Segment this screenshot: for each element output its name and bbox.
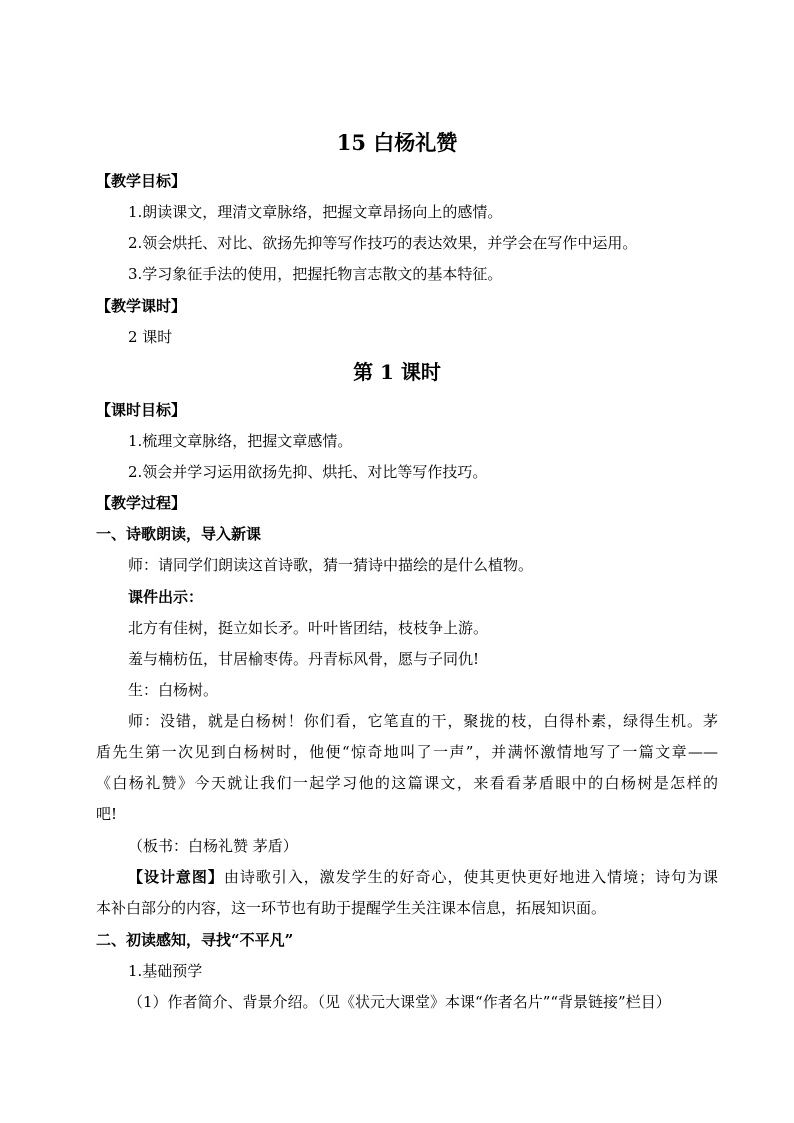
design-intent-line-2: 本补白部分的内容，这一环节也有助于提醒学生关注课本信息，拓展知识面。	[96, 899, 607, 917]
lesson-title: 第 1 课时	[353, 360, 441, 384]
author-background-item: （1）作者简介、背景介绍。（见《状元大课堂》本课“作者名片”“背景链接”栏目）	[128, 993, 671, 1011]
paragraph-teacher-intro-line-4: 吧!	[96, 805, 118, 823]
basic-preview-heading: 1.基础预学	[128, 962, 203, 980]
document-title: 15 白杨礼赞	[336, 130, 458, 155]
paragraph-teacher-intro-line-1: 师：没错，就是白杨树！你们看，它笔直的干，聚拢的枝，白得朴素，绿得生机。茅	[128, 712, 718, 730]
blackboard-note: （板书：白杨礼赞 茅盾）	[128, 837, 298, 855]
step-heading-2: 二、初读感知，寻找“不平凡”	[96, 931, 294, 949]
section-heading-hours: 【教学课时】	[96, 297, 187, 315]
goal-item-2: 2.领会烘托、对比、欲扬先抑等写作技巧的表达效果，并学会在写作中运用。	[128, 234, 638, 252]
poem-line-1: 北方有佳树，挺立如长矛。叶叶皆团结，枝枝争上游。	[128, 619, 489, 637]
section-heading-goals: 【教学目标】	[96, 172, 187, 190]
lesson-goal-2: 2.领会并学习运用欲扬先抑、烘托、对比等写作技巧。	[128, 463, 488, 481]
section-heading-process: 【教学过程】	[96, 494, 187, 512]
section-heading-lesson-goals: 【课时目标】	[96, 401, 187, 419]
poem-line-2: 羞与楠枋伍，甘居榆枣俦。丹青标风骨，愿与子同仇!	[128, 650, 480, 668]
step-heading-1: 一、诗歌朗读，导入新课	[96, 525, 262, 543]
lesson-goal-1: 1.梳理文章脉络，把握文章感情。	[128, 432, 353, 450]
student-answer: 生：白杨树。	[128, 681, 219, 699]
paragraph-teacher-intro-line-2: 盾先生第一次见到白杨树时，他便“惊奇地叫了一声”，并满怀激情地写了一篇文章——	[96, 743, 718, 761]
paragraph-teacher-question: 师：请同学们朗读这首诗歌，猜一猜诗中描绘的是什么植物。	[128, 556, 534, 574]
goal-item-3: 3.学习象征手法的使用，把握托物言志散文的基本特征。	[128, 265, 503, 283]
design-intent-line-1	[128, 867, 718, 887]
goal-item-1: 1.朗读课文，理清文章脉络，把握文章昂扬向上的感情。	[128, 203, 503, 221]
courseware-label: 课件出示：	[128, 588, 204, 606]
hours-text: 2 课时	[128, 328, 173, 346]
design-intent-text: 由诗歌引入，激发学生的好奇心，使其更快更好地进入情境；诗句为课	[223, 868, 718, 886]
paragraph-teacher-intro-line-3: 《白杨礼赞》今天就让我们一起学习他的这篇课文，来看看茅盾眼中的白杨树是怎样的	[96, 774, 718, 792]
design-intent-label: 【设计意图】	[128, 868, 224, 886]
